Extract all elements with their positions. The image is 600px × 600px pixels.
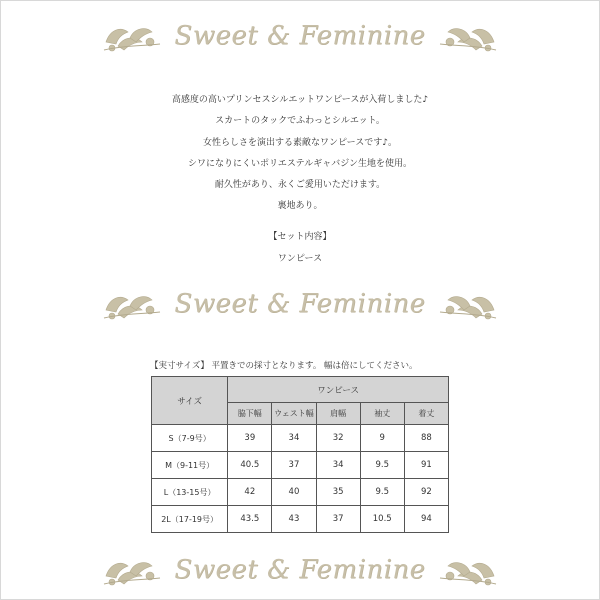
- table-cell: 40: [272, 479, 316, 506]
- table-cell: 94: [404, 506, 448, 533]
- table-cell: 91: [404, 452, 448, 479]
- set-contents-item: ワンピース: [277, 254, 323, 264]
- table-cell: 92: [404, 479, 448, 506]
- table-cell: 34: [272, 425, 316, 452]
- table-cell: 32: [316, 425, 360, 452]
- table-cell: 37: [272, 452, 316, 479]
- table-cell: 88: [404, 425, 448, 452]
- group-header: ワンピース: [228, 377, 449, 403]
- product-description: [0, 90, 600, 218]
- brand-banner-top: [0, 8, 600, 64]
- table-cell: 35: [316, 479, 360, 506]
- table-cell: 39: [228, 425, 272, 452]
- brand-text: Sweet & Feminine: [174, 21, 426, 51]
- table-cell: 9.5: [360, 452, 404, 479]
- floral-ornament-right-icon: [436, 284, 500, 324]
- table-cell: 9: [360, 425, 404, 452]
- brand-text: Sweet & Feminine: [174, 289, 426, 319]
- description-line: 高感度の高いプリンセスシルエットワンピースが入荷しました♪: [171, 95, 429, 105]
- table-row: [152, 506, 449, 533]
- size-label: M（9-11号）: [152, 452, 228, 479]
- table-cell: 43: [272, 506, 316, 533]
- size-table: [151, 376, 449, 533]
- column-header: 脇下幅: [228, 403, 272, 425]
- table-row: [152, 479, 449, 506]
- column-header: ウェスト幅: [272, 403, 316, 425]
- floral-ornament-right-icon: [436, 16, 500, 56]
- floral-ornament-left-icon: [100, 550, 164, 590]
- brand-banner-middle: [0, 276, 600, 332]
- set-contents-heading: 【セット内容】: [268, 232, 332, 242]
- column-header: 袖丈: [360, 403, 404, 425]
- table-cell: 40.5: [228, 452, 272, 479]
- table-cell: 34: [316, 452, 360, 479]
- column-header: 肩幅: [316, 403, 360, 425]
- table-cell: 10.5: [360, 506, 404, 533]
- table-cell: 42: [228, 479, 272, 506]
- brand-text: Sweet & Feminine: [174, 555, 426, 585]
- description-line: スカートのタックでふわっとシルエット。: [215, 116, 385, 127]
- table-cell: 9.5: [360, 479, 404, 506]
- description-line: 女性らしさを演出する素敵なワンピースです♪。: [203, 137, 397, 148]
- floral-ornament-left-icon: [100, 284, 164, 324]
- size-note: 【実寸サイズ】 平置きでの採寸となります。 幅は倍にしてください。: [150, 361, 418, 371]
- size-column-header: サイズ: [152, 377, 228, 425]
- table-cell: 37: [316, 506, 360, 533]
- size-label: L（13-15号）: [152, 479, 228, 506]
- table-row: [152, 425, 449, 452]
- column-header: 着丈: [404, 403, 448, 425]
- table-cell: 43.5: [228, 506, 272, 533]
- floral-ornament-left-icon: [100, 16, 164, 56]
- description-line: シワになりにくいポリエステルギャバジン生地を使用。: [188, 158, 412, 169]
- description-line: 裏地あり。: [277, 201, 323, 212]
- size-label: S（7-9号）: [152, 425, 228, 452]
- description-line: 耐久性があり、永くご愛用いただけます。: [214, 180, 386, 191]
- brand-banner-bottom: [0, 542, 600, 598]
- floral-ornament-right-icon: [436, 550, 500, 590]
- table-row: [152, 452, 449, 479]
- set-contents: [0, 226, 600, 270]
- size-label: 2L（17-19号）: [152, 506, 228, 533]
